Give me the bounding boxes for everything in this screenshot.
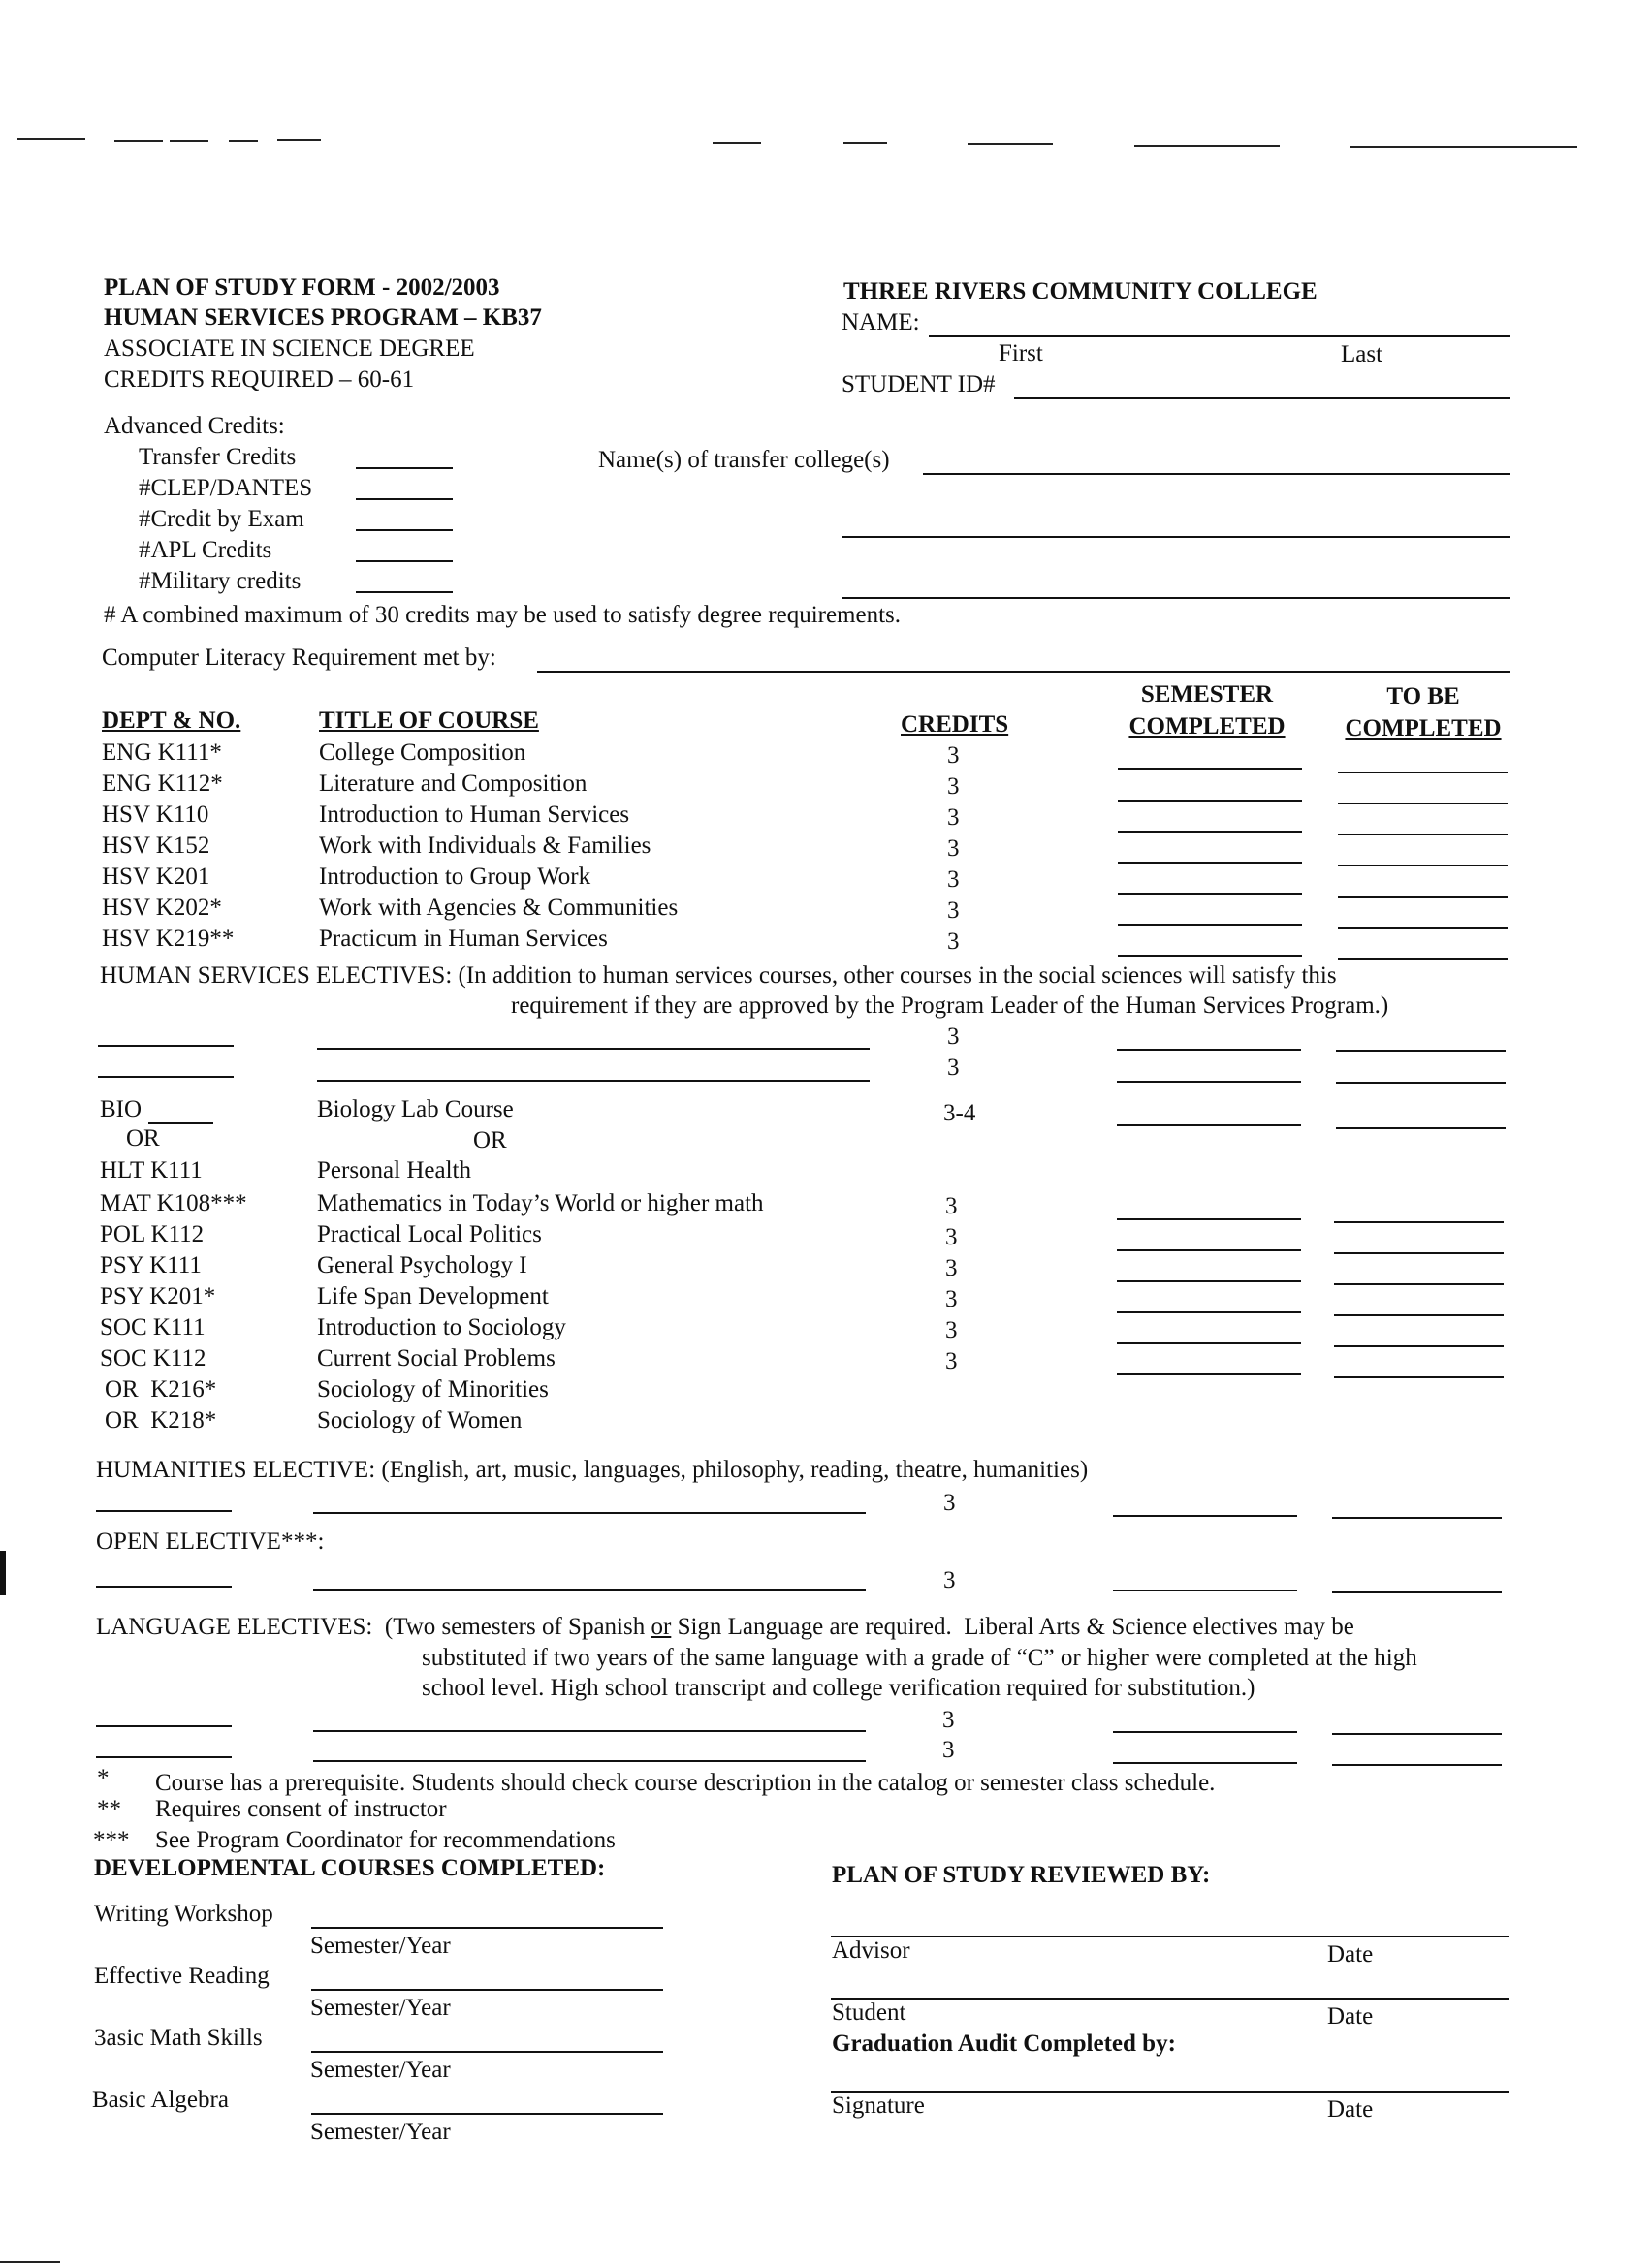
to-be-completed-field[interactable] [1338, 772, 1508, 773]
to-be-completed-field[interactable] [1334, 1221, 1504, 1223]
computer-literacy-label: Computer Literacy Requirement met by: [102, 645, 496, 671]
course-title: General Psychology I [317, 1252, 527, 1278]
student-date-label: Date [1327, 2003, 1374, 2030]
semester-completed-field[interactable] [1118, 893, 1302, 895]
hs-electives-note: requirement if they are approved by the Program Leader of the Human Services Program.) [511, 992, 1389, 1019]
footnote-text: Requires consent of instructor [155, 1796, 447, 1822]
to-be-completed-field[interactable] [1334, 1252, 1504, 1254]
hs-elective-credits: 3 [947, 1055, 960, 1081]
scan-artifact-line [713, 142, 761, 144]
col-title: TITLE OF COURSE [319, 708, 539, 734]
course-title: Introduction to Group Work [319, 864, 591, 890]
student-id-field[interactable] [1014, 397, 1510, 399]
language-electives-text: LANGUAGE ELECTIVES: (Two semesters of Spanish [96, 1614, 651, 1640]
course-title: Work with Individuals & Families [319, 833, 651, 859]
to-be-completed-field[interactable] [1338, 896, 1508, 898]
course-dept: HSV K152 [102, 833, 210, 859]
semester-completed-field[interactable] [1113, 1762, 1297, 1764]
semester-completed-field[interactable] [1117, 1280, 1301, 1282]
student-id-label: STUDENT ID# [842, 371, 996, 397]
semester-completed-field[interactable] [1118, 800, 1302, 802]
developmental-item: Writing Workshop [94, 1901, 273, 1927]
to-be-completed-field[interactable] [1336, 1050, 1506, 1052]
course-credits: 3 [947, 835, 960, 862]
course-dept: HSV K201 [102, 864, 210, 890]
to-be-completed-field[interactable] [1332, 1733, 1502, 1735]
course-credits: 3 [945, 1255, 958, 1281]
credit-by-exam-field[interactable] [356, 529, 453, 531]
transfer-credits-label: Transfer Credits [139, 444, 297, 470]
semester-completed-field[interactable] [1117, 1342, 1301, 1344]
semester-completed-field[interactable] [1118, 768, 1302, 770]
signature-label: Signature [832, 2093, 925, 2119]
semester-completed-field[interactable] [1113, 1515, 1297, 1517]
review-title: PLAN OF STUDY REVIEWED BY: [832, 1862, 1211, 1888]
language-dept-field[interactable] [96, 1725, 232, 1727]
semester-completed-field[interactable] [1117, 1081, 1301, 1083]
course-title: College Composition [319, 740, 526, 766]
transfer-college-field-2[interactable] [842, 536, 1510, 538]
to-be-completed-field[interactable] [1334, 1283, 1504, 1285]
language-electives-text-2: Sign Language are required. Liberal Arts & Science electives may be [671, 1614, 1354, 1640]
language-dept-field[interactable] [96, 1756, 232, 1758]
semester-year-field[interactable] [311, 2051, 663, 2053]
credits-required: CREDITS REQUIRED – 60-61 [104, 366, 415, 393]
course-credits: 3 [945, 1224, 958, 1250]
to-be-completed-field[interactable] [1338, 958, 1508, 960]
open-elective-label: OPEN ELECTIVE***: [96, 1528, 325, 1555]
transfer-college-field-3[interactable] [842, 597, 1510, 599]
graduation-audit-label: Graduation Audit Completed by: [832, 2031, 1176, 2057]
semester-completed-field[interactable] [1118, 955, 1302, 957]
humanities-label: HUMANITIES ELECTIVE: (English, art, music, languages, philosophy, reading, theatre, humanities) [96, 1457, 1089, 1483]
to-be-completed-field[interactable] [1334, 1314, 1504, 1316]
scan-artifact-line [170, 140, 208, 142]
developmental-item: Effective Reading [94, 1963, 270, 1989]
semester-completed-field[interactable] [1118, 862, 1302, 864]
advanced-credits-title: Advanced Credits: [104, 413, 285, 439]
bio-dept: BIO [100, 1096, 143, 1122]
course-dept: ENG K112* [102, 771, 223, 797]
footnote-mark: * [97, 1765, 110, 1791]
humanities-dept-field[interactable] [96, 1510, 232, 1512]
to-be-completed-field[interactable] [1338, 927, 1508, 929]
scan-artifact-line [1134, 145, 1280, 147]
course-title: Life Span Development [317, 1283, 549, 1309]
bio-number-field[interactable] [148, 1122, 213, 1124]
apl-credits-label: #APL Credits [139, 537, 272, 563]
course-title: Work with Agencies & Communities [319, 895, 679, 921]
first-name-label: First [999, 340, 1043, 366]
scan-artifact-line [229, 140, 258, 142]
col-tobe-line2: COMPLETED [1345, 715, 1502, 741]
scan-artifact-mark [0, 1551, 6, 1595]
course-title: Literature and Composition [319, 771, 588, 797]
scan-artifact-line [1350, 146, 1577, 148]
degree-title: ASSOCIATE IN SCIENCE DEGREE [104, 335, 475, 362]
open-elective-dept-field[interactable] [96, 1586, 232, 1588]
hs-electives-label: HUMAN SERVICES ELECTIVES: (In addition to human services courses, other courses in the social sciences will satisfy this [100, 962, 1337, 989]
semester-completed-field[interactable] [1117, 1049, 1301, 1051]
course-credits: 3 [947, 866, 960, 893]
semester-year-label: Semester/Year [310, 1933, 451, 1959]
course-dept: OR K216* [105, 1376, 217, 1402]
semester-completed-field[interactable] [1117, 1311, 1301, 1313]
semester-year-label: Semester/Year [310, 2119, 451, 2145]
graduation-signature-field[interactable] [831, 2091, 1509, 2093]
footnote-mark: *** [93, 1827, 130, 1853]
language-electives-line3: school level. High school transcript and college verification required for substitution.) [422, 1675, 1255, 1701]
credit-by-exam-label: #Credit by Exam [139, 506, 304, 532]
semester-completed-field[interactable] [1113, 1731, 1297, 1733]
form-title: PLAN OF STUDY FORM - 2002/2003 [104, 274, 500, 300]
course-credits: 3 [947, 929, 960, 955]
hs-elective-credits: 3 [947, 1024, 960, 1050]
hs-elective-dept-field[interactable] [98, 1076, 234, 1078]
course-credits: 3 [945, 1348, 958, 1374]
course-credits: 3 [945, 1317, 958, 1343]
semester-completed-field[interactable] [1117, 1249, 1301, 1251]
language-electives-label [96, 1615, 1354, 1639]
footnote-mark: ** [97, 1796, 121, 1822]
semester-completed-field[interactable] [1118, 831, 1302, 833]
advisor-signature-field[interactable] [831, 1936, 1509, 1937]
course-dept: HSV K110 [102, 802, 209, 828]
course-dept: PSY K201* [100, 1283, 216, 1309]
military-credits-label: #Military credits [139, 568, 302, 594]
course-title: Current Social Problems [317, 1345, 556, 1371]
language-title-field[interactable] [313, 1760, 866, 1762]
course-credits: 3 [947, 804, 960, 831]
student-signature-field[interactable] [831, 1998, 1509, 2000]
transfer-credits-field[interactable] [356, 467, 453, 469]
course-dept: ENG K111* [102, 740, 222, 766]
course-dept: HSV K219** [102, 926, 235, 952]
transfer-college-field[interactable] [923, 473, 1510, 475]
bio-title: Biology Lab Course [317, 1096, 514, 1122]
to-be-completed-field[interactable] [1338, 865, 1508, 866]
clep-label: #CLEP/DANTES [139, 475, 313, 501]
to-be-completed-field[interactable] [1338, 834, 1508, 835]
to-be-completed-field[interactable] [1338, 803, 1508, 804]
semester-completed-field[interactable] [1117, 1373, 1301, 1375]
computer-literacy-field[interactable] [537, 671, 1510, 673]
open-elective-credits: 3 [943, 1567, 956, 1593]
to-be-completed-field[interactable] [1334, 1345, 1504, 1347]
to-be-completed-field[interactable] [1332, 1764, 1502, 1766]
or-separator: OR [473, 1127, 507, 1153]
hs-elective-title-field[interactable] [317, 1080, 870, 1082]
course-credits: 3 [947, 898, 960, 924]
hlt-dept: HLT K111 [100, 1157, 203, 1183]
col-dept: DEPT & NO. [102, 708, 241, 734]
humanities-title-field[interactable] [313, 1512, 866, 1514]
humanities-credits: 3 [943, 1490, 956, 1516]
hlt-title: Personal Health [317, 1157, 471, 1183]
course-title: Practical Local Politics [317, 1221, 542, 1247]
language-credits: 3 [942, 1737, 955, 1763]
hs-elective-dept-field[interactable] [98, 1045, 234, 1047]
language-electives-line2: substituted if two years of the same language with a grade of “C” or higher were completed at the high [422, 1645, 1417, 1671]
semester-completed-field[interactable] [1117, 1124, 1301, 1126]
transfer-college-label: Name(s) of transfer college(s) [598, 447, 890, 473]
name-label: NAME: [842, 309, 920, 335]
to-be-completed-field[interactable] [1332, 1591, 1502, 1593]
course-dept: SOC K112 [100, 1345, 206, 1371]
combined-maximum-note: # A combined maximum of 30 credits may be used to satisfy degree requirements. [104, 602, 902, 628]
semester-completed-field[interactable] [1113, 1590, 1297, 1591]
program-title: HUMAN SERVICES PROGRAM – KB37 [104, 304, 542, 331]
course-title: Sociology of Minorities [317, 1376, 549, 1402]
hs-elective-title-field[interactable] [317, 1048, 870, 1050]
col-tobe-line1: TO BE [1386, 683, 1460, 709]
to-be-completed-field[interactable] [1334, 1376, 1504, 1378]
scan-artifact-line [0, 2261, 60, 2263]
footnote-text: Course has a prerequisite. Students should check course description in the catalog or semester class schedule. [155, 1770, 1216, 1796]
col-credits: CREDITS [901, 711, 1009, 738]
course-credits: 3 [945, 1193, 958, 1219]
scan-artifact-line [843, 142, 887, 144]
signature-date-label: Date [1327, 2096, 1374, 2123]
course-dept: SOC K111 [100, 1314, 206, 1340]
course-title: Mathematics in Today’s World or higher math [317, 1190, 764, 1216]
course-dept: POL K112 [100, 1221, 205, 1247]
course-title: Sociology of Women [317, 1407, 523, 1433]
course-dept: MAT K108*** [100, 1190, 247, 1216]
semester-year-field[interactable] [311, 1989, 663, 1991]
course-credits: 3 [947, 742, 960, 769]
col-semester-line1: SEMESTER [1140, 681, 1274, 708]
scan-artifact-line [968, 143, 1053, 145]
course-title: Introduction to Human Services [319, 802, 630, 828]
course-dept: HSV K202* [102, 895, 222, 921]
military-credits-field[interactable] [356, 591, 453, 593]
student-label: Student [832, 2000, 906, 2026]
course-dept: PSY K111 [100, 1252, 202, 1278]
college-name: THREE RIVERS COMMUNITY COLLEGE [843, 278, 1318, 304]
col-semester-line2: COMPLETED [1128, 713, 1286, 740]
course-title: Practicum in Human Services [319, 926, 608, 952]
developmental-item: 3asic Math Skills [94, 2025, 263, 2051]
language-credits: 3 [942, 1707, 955, 1733]
developmental-item: Basic Algebra [92, 2087, 229, 2113]
course-dept: OR K218* [105, 1407, 217, 1433]
to-be-completed-field[interactable] [1332, 1517, 1502, 1519]
course-title: Introduction to Sociology [317, 1314, 566, 1340]
scan-artifact-line [114, 140, 163, 142]
advisor-label: Advisor [832, 1937, 910, 1964]
name-field[interactable] [929, 335, 1510, 337]
course-credits: 3 [947, 773, 960, 800]
semester-completed-field[interactable] [1117, 1218, 1301, 1220]
apl-credits-field[interactable] [356, 560, 453, 562]
scan-artifact-line [17, 138, 85, 140]
clep-field[interactable] [356, 498, 453, 500]
language-or: or [651, 1614, 672, 1640]
last-name-label: Last [1341, 341, 1383, 367]
or-separator: OR [126, 1125, 160, 1151]
semester-completed-field[interactable] [1118, 924, 1302, 926]
course-credits: 3 [945, 1286, 958, 1312]
semester-year-field[interactable] [311, 2113, 663, 2115]
to-be-completed-field[interactable] [1336, 1127, 1506, 1129]
to-be-completed-field[interactable] [1336, 1082, 1506, 1084]
semester-year-field[interactable] [311, 1927, 663, 1929]
developmental-title: DEVELOPMENTAL COURSES COMPLETED: [94, 1855, 606, 1881]
advisor-date-label: Date [1327, 1941, 1374, 1968]
footnote-text: See Program Coordinator for recommendations [155, 1827, 616, 1853]
semester-year-label: Semester/Year [310, 1995, 451, 2021]
language-title-field[interactable] [313, 1730, 866, 1732]
open-elective-title-field[interactable] [313, 1589, 866, 1591]
semester-year-label: Semester/Year [310, 2057, 451, 2083]
bio-credits: 3-4 [943, 1100, 976, 1126]
scan-artifact-line [277, 139, 321, 141]
